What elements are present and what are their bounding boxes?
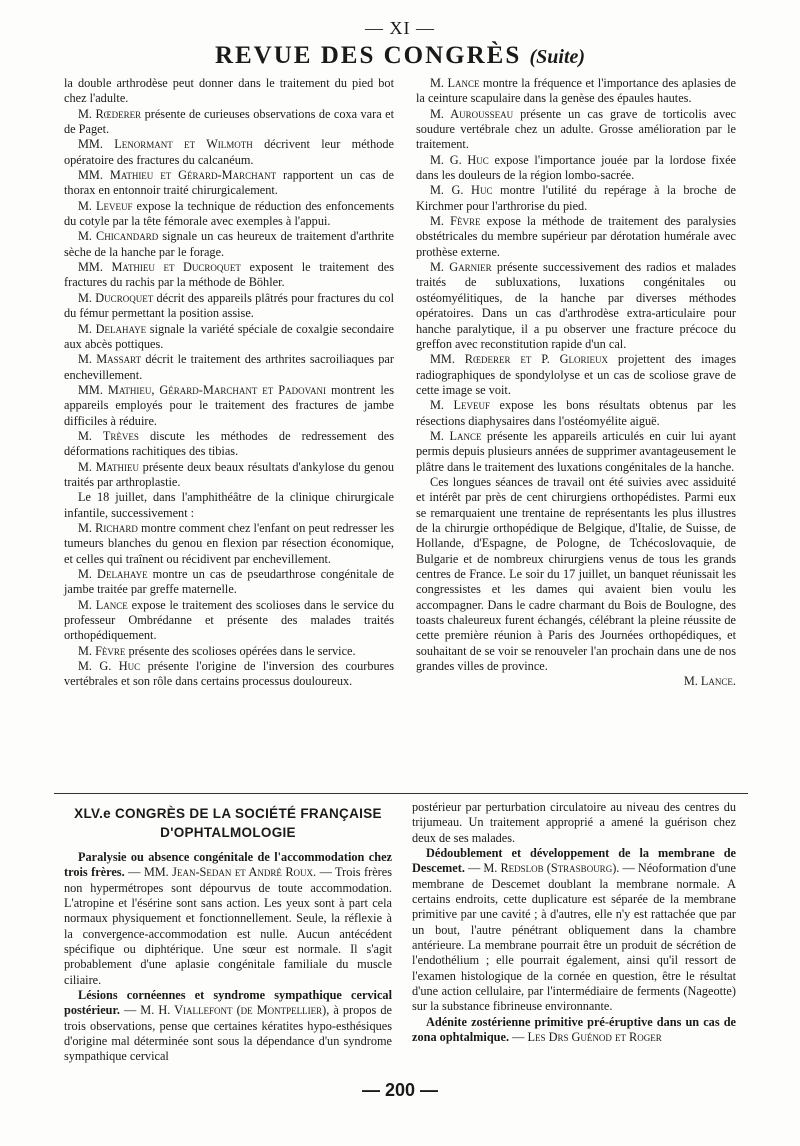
paragraph — [416, 107, 736, 153]
lower-left-body — [64, 850, 392, 1065]
paragraph — [64, 137, 394, 168]
paragraph-author: M. G. Huc — [430, 152, 489, 167]
paragraph — [64, 383, 394, 429]
paragraph — [416, 352, 736, 398]
paragraph — [64, 567, 394, 598]
upper-left-column — [64, 76, 394, 690]
paragraph-author: M. Chicandard — [78, 229, 159, 244]
paragraph-text: signale la variété spéciale de coxalgie secondaire aux abcès pottiques. — [64, 321, 394, 351]
paragraph — [416, 214, 736, 260]
paragraph — [64, 76, 394, 107]
paragraph-author: M. Delahaye — [78, 321, 147, 336]
paragraph-author: MM. Mathieu et Ducroquet — [78, 260, 241, 275]
paragraph — [64, 429, 394, 460]
paragraph — [64, 598, 394, 644]
paragraph-author: — M. H. Viallefont (de Montpellier), — [119, 1003, 330, 1018]
paragraph-text: présente deux beaux résultats d'ankylose du genou traités par arthroplastie. — [64, 459, 395, 489]
paragraph — [64, 850, 392, 988]
paragraph-text: exposent le traitement des fractures du rachis par la méthode de Böhler. — [64, 260, 395, 290]
paragraph-author: M. Lance — [430, 76, 480, 90]
paragraph-text: expose la méthode de traitement des paralysies obstétricales du membre supérieur par dérotation humérale avec prothèse externe. — [416, 214, 737, 259]
paragraph — [416, 76, 736, 107]
paragraph-text: expose l'importance jouée par la lordose fixée dans les douleurs de la région lombo-sacrée. — [416, 152, 736, 183]
paragraph-text: expose le traitement des scolioses dans le service du professeur Ombrédanne et présente des malades traités orthopédiquement. — [64, 597, 394, 643]
paragraph — [416, 260, 736, 352]
paragraph-text: montre comment chez l'enfant on peut redresser les tumeurs blanches du genou en flexion par résection économique, et celles qui traînent ou récidivent par enchevillement. — [64, 520, 394, 566]
paragraph-author: — MM. Jean-Sedan et André Roux. — [124, 865, 317, 880]
paragraph — [64, 291, 394, 322]
paragraph-text: discute les méthodes de redressement des déformations rachitiques des tibias. — [64, 428, 395, 459]
paragraph-text: Le 18 juillet, dans l'amphithéâtre de la clinique chirurgicale infantile, successivement : — [64, 490, 394, 520]
upper-right-column — [416, 76, 736, 690]
paragraph-author: — Les Drs Guénod et Roger — [509, 1030, 662, 1045]
paragraph-author: M. Lance — [430, 428, 482, 443]
paragraph — [64, 490, 394, 521]
paragraph — [412, 1015, 736, 1046]
paragraph-bold-title: Adénite zostérienne primitive pré-éruptive dans un cas de zona ophtalmique. — [412, 1014, 736, 1045]
paragraph-author: M. Fèvre — [78, 643, 126, 658]
page-number: — 200 — — [361, 1080, 439, 1100]
section-heading-line2: D'OPHTALMOLOGIE — [160, 825, 296, 840]
paragraph-author: M. Lance — [78, 597, 128, 612]
paragraph-author: M. G. Huc — [430, 183, 493, 198]
paragraph — [64, 988, 392, 1065]
paragraph-author: — M. Redslob (Strasbourg). — [464, 861, 620, 876]
paragraph-text: montre l'utilité du repérage à la broche de Kirchmer pour l'arthrorise du pied. — [416, 183, 736, 213]
lower-left-column — [64, 800, 392, 1065]
paragraph-text: expose la technique de réduction des enfoncements du cotyle par la tête fémorale avec exemples à l'appui. — [64, 198, 394, 229]
page-title — [0, 42, 800, 70]
paragraph — [416, 398, 736, 429]
paragraph — [416, 475, 736, 674]
paragraph-author: MM. Rœderer et P. Glorieux — [430, 352, 609, 367]
paragraph-author: M. Leveuf — [78, 198, 133, 213]
paragraph-text: présente l'origine de l'inversion des courbures vertébrales et son rôle dans certains processus douloureux. — [64, 659, 394, 689]
paragraph-author: MM. Mathieu et Gérard-Marchant — [78, 168, 277, 183]
paragraph-author: MM. Lenormant et Wilmoth — [78, 137, 253, 152]
paragraph — [64, 229, 394, 260]
paragraph-text: postérieur par perturbation circulatoire au niveau des centres du trijumeau. Un traitement approprié a amené la guérison chez deux de ses malades. — [412, 800, 736, 845]
paragraph-text: décrit le traitement des arthrites sacroiliaques par enchevillement. — [64, 352, 394, 382]
paragraph-text: — Trois frères non hypermétropes sont dépourvus de toute accommodation. L'atropine et l'ésérine sont sans action. Les yeux sont à part cela normaux physiquement et fonctionnellement. Seule, la réflexie à la convergence-accommodation est nulle. Aucun antécédent spécifique ou diphtérique. Une sœur est normale. Il s'agit probablement d'une aplasie congénitale familiale du muscle ciliaire. — [64, 865, 392, 987]
paragraph-text: montre un cas de pseudarthrose congénitale de jambe traitée par greffe maternelle. — [64, 567, 394, 597]
paragraph-bold-title: Paralysie ou absence congénitale de l'accommodation chez trois frères. — [64, 850, 392, 880]
paragraph-text: projettent des images radiographiques de spondylolyse et un cas de scoliose grave de cette image se voit. — [416, 352, 736, 397]
paragraph-text: à propos de trois observations, pense que certaines kératites hypo-esthésiques d'origine mal déterminée sont sous la dépendance d'un syndrome sympathique cervical — [64, 1003, 393, 1064]
paragraph-text: rapportent un cas de thorax en entonnoir traité chirurgicalement. — [64, 168, 394, 198]
paragraph — [416, 153, 736, 184]
paragraph-author: M. Ducroquet — [78, 290, 154, 305]
paragraph — [412, 800, 736, 846]
paragraph — [64, 199, 394, 230]
paragraph — [412, 846, 736, 1015]
signature: M. Lance. — [683, 674, 736, 689]
page-title-main: REVUE DES CONGRÈS — [214, 42, 522, 69]
paragraph-author: M. Trèves — [78, 428, 139, 443]
paragraph-text: présente des scolioses opérées dans le service. — [125, 643, 356, 658]
paragraph-text: montrent les appareils employés pour le traitement des fractures de jambe difficiles à réduire. — [64, 382, 394, 428]
paragraph-author: M. Rœderer — [78, 106, 142, 121]
paragraph-author: M. Massart — [78, 352, 142, 367]
page-roman-numeral: — XI — — [365, 18, 435, 38]
paragraph-text: présente de curieuses observations de coxa vara et de Paget. — [64, 106, 394, 137]
section-divider — [54, 793, 748, 794]
paragraph-author: MM. Mathieu, Gérard-Marchant et Padovani — [78, 382, 326, 397]
paragraph-text: présente un cas grave de torticolis avec soudure vertébrale chez un adulte. Grosse amélioration par le traitement. — [416, 106, 737, 152]
paragraph — [64, 322, 394, 353]
page-title-suite: (Suite) — [529, 46, 586, 68]
paragraph — [64, 521, 394, 567]
paragraph — [64, 352, 394, 383]
paragraph-author: M. Garnier — [430, 260, 492, 275]
paragraph-text: décrivent leur méthode opératoire des fractures du calcanéum. — [64, 137, 394, 167]
section-heading — [64, 804, 392, 842]
paragraph-text: décrit des appareils plâtrés pour fractures du col du fémur permettant la position assise. — [64, 290, 394, 321]
paragraph-text: présente les appareils articulés en cuir lui ayant permis depuis plusieurs années de supprimer avantageusement le plâtre dans le traitement des luxations congénitales de la hanche. — [416, 428, 737, 474]
paragraph — [416, 183, 736, 214]
paragraph-bold-title: Dédoublement et développement de la membrane de Descemet. — [412, 846, 736, 876]
paragraph-author: M. Richard — [78, 520, 138, 535]
paragraph-author: M. Leveuf — [430, 398, 490, 413]
paragraph-author: M. Delahaye — [78, 567, 148, 581]
paragraph-text: signale un cas heureux de traitement d'arthrite sèche de la hanche par le forage. — [64, 229, 394, 259]
paragraph-text: montre la fréquence et l'importance des aplasies de la ceinture scapulaire dans la genèse des épaules hautes. — [416, 76, 737, 106]
paragraph — [64, 659, 394, 690]
paragraph-author: M. Mathieu — [78, 459, 140, 474]
paragraph — [64, 260, 394, 291]
section-heading-line1: XLV.e CONGRÈS DE LA SOCIÉTÉ FRANÇAISE — [74, 806, 382, 821]
paragraph — [64, 168, 394, 199]
paragraph-text: présente successivement des radios et malades traités de subluxations, luxations congénitales ou ostéomyélitiques, de la hanche par diverses méthodes opératoires. Dans un cas d'arthrodèse extra-articulaire pour hanche paralytique, il a pu observer une fracture précoce du greffon avec reconstitution rapide d'un cal. — [416, 260, 736, 351]
paragraph — [416, 429, 736, 475]
lower-right-column — [412, 800, 736, 1046]
paragraph-author: M. Aurousseau — [430, 106, 514, 121]
paragraph-author: M. G. Huc — [78, 659, 141, 674]
paragraph-text: expose les bons résultats obtenus par les résections diaphysaires dans l'ostéomyélite aiguë. — [416, 398, 736, 428]
paragraph — [64, 460, 394, 491]
paragraph-author: M. Fèvre — [430, 214, 481, 229]
paragraph-text: la double arthrodèse peut donner dans le traitement du pied bot chez l'adulte. — [64, 76, 394, 106]
paragraph — [64, 107, 394, 138]
paragraph-text: — Néoformation d'une membrane de Descemet doublant la membrane normale. A certains endroits, cette duplicature est séparée de la membrane primitive par une cavité ; à d'autres, elle n'y est rattachée que par un bout, l'autre pénétrant obliquement dans la chambre antérieure. La membrane pourrait être un produit de sécrétion de l'endothélium ; elle pourrait également, ainsi qu'il ressort de l'examen histologique de la cornée en question, être le résultat d'une action cellulaire, par l'intermédiaire de ferments (Nageotte) sur la substance fibrineuse environnante. — [412, 861, 736, 1014]
paragraph-text: Ces longues séances de travail ont été suivies avec assiduité et intérêt par près de cent chirurgiens orthopédistes. Parmi eux se remarquaient une trentaine de représentants les plus illustres de la chirurgie orthopédique de Belgique, d'Italie, de Suisse, de Hollande, d'Espagne, de Pologne, de Tchécoslovaquie, de Bulgarie et de nombreux chirurgiens venus de tous les grands centres de France. Le soir du 17 juillet, un banquet réunissait les congressistes et les dames qui avaient bien voulu les accompagner. Dans le cadre charmant du Bois de Boulogne, des toasts chaleureux furent échangés, célébrant la pleine réussite de cette première réunion à Paris des Journées orthopédiques, et souhaitant de se voir se renouveler l'an prochain dans une de nos grandes villes de province. — [416, 474, 736, 674]
paragraph — [64, 644, 394, 659]
paragraph-bold-title: Lésions cornéennes et syndrome sympathique cervical postérieur. — [64, 988, 392, 1018]
